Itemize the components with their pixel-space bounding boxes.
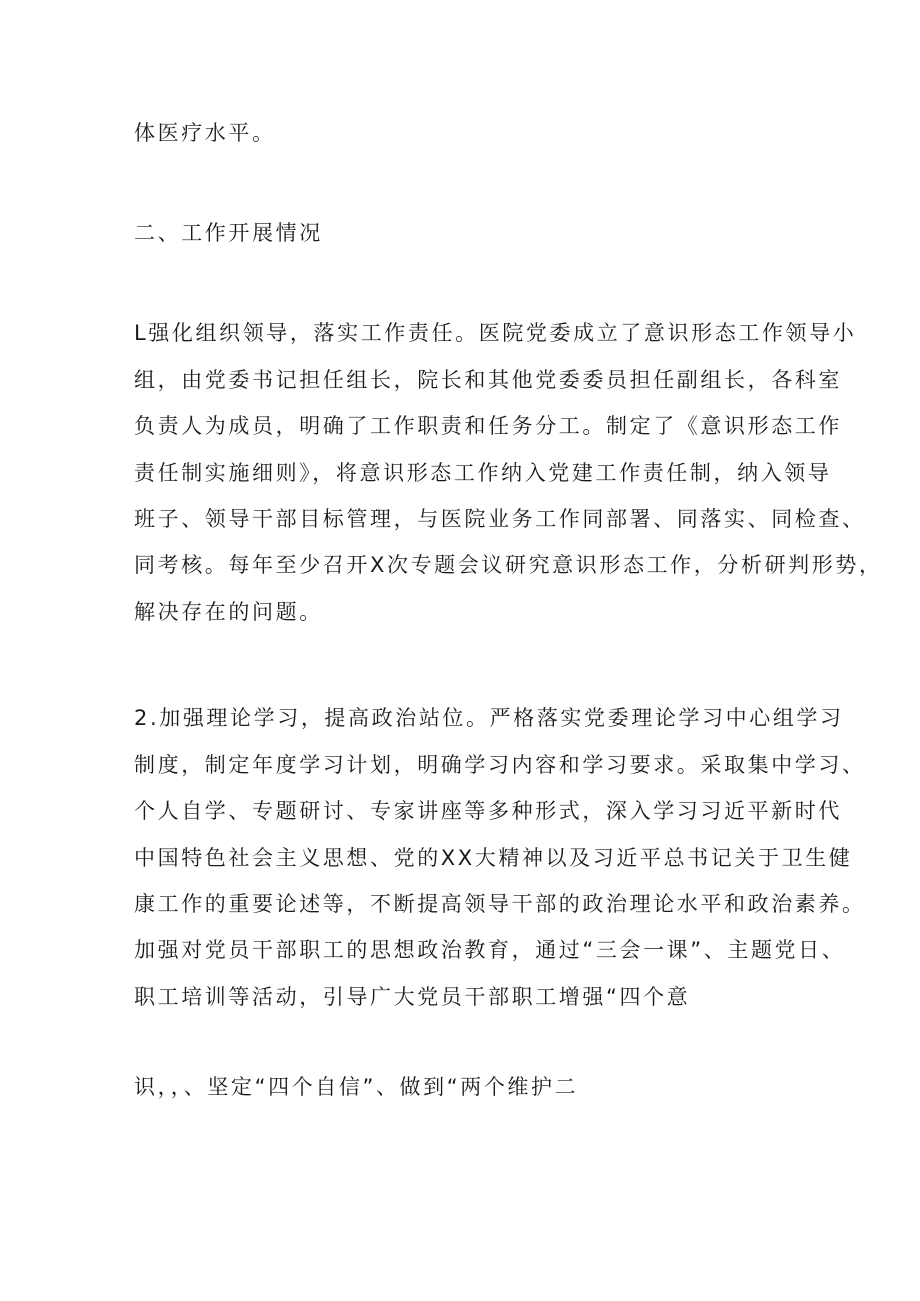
paragraph-line: 组，由党委书记担任组长，院长和其他党委委员担任副组长，各科室 xyxy=(134,368,842,392)
paragraph-line: 制度，制定年度学习计划，明确学习内容和学习要求。采取集中学习、 xyxy=(134,753,866,777)
paragraph-line: 同考核。每年至少召开X次专题会议研究意识形态工作，分析研判形势， xyxy=(134,553,883,577)
opening-line: 体医疗水平。 xyxy=(134,121,276,145)
section-heading: 二、工作开展情况 xyxy=(134,221,323,245)
paragraph-line: 责任制实施细则》，将意识形态工作纳入党建工作责任制，纳入领导 xyxy=(134,461,832,485)
paragraph-3: 识，，、坚定“四个自信”、做到“两个维护二 xyxy=(134,1075,579,1099)
paragraph-line: 加强对党员干部职工的思想政治教育，通过“三会一课”、主题党日、 xyxy=(134,938,846,962)
paragraph-line: 负责人为成员，明确了工作职责和任务分工。制定了《意识形态工作 xyxy=(134,414,842,438)
paragraph-line: 中国特色社会主义思想、党的XX大精神以及习近平总书记关于卫生健 xyxy=(134,846,853,870)
paragraph-line: 解决存在的问题。 xyxy=(134,600,323,624)
paragraph-line: L强化组织领导，落实工作责任。医院党委成立了意识形态工作领导小 xyxy=(134,321,857,345)
paragraph-line: 班子、领导干部目标管理，与医院业务工作同部署、同落实、同检查、 xyxy=(134,507,866,531)
paragraph-line: 个人自学、专题研讨、专家讲座等多种形式，深入学习习近平新时代 xyxy=(134,799,842,823)
paragraph-line: 康工作的重要论述等，不断提高领导干部的政治理论水平和政治素养。 xyxy=(134,892,866,916)
paragraph-line: 职工培训等活动，引导广大党员干部职工增强“四个意 xyxy=(134,985,691,1009)
paragraph-line: 2.加强理论学习，提高政治站位。严格落实党委理论学习中心组学习 xyxy=(134,706,844,730)
